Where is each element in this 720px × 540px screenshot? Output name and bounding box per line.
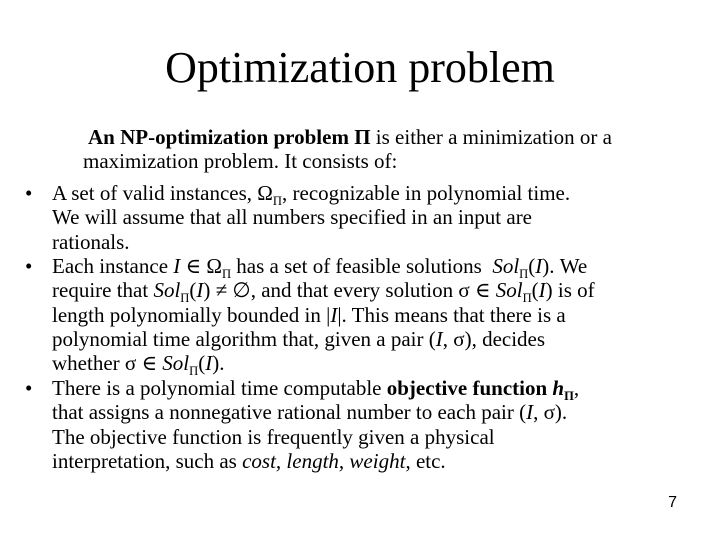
- bullet-line: There is a polynomial time computable objective function $h_\Pi$,: [52, 376, 580, 404]
- bullet-line: whether σ ∈ Sol$_\Pi$(I).: [52, 351, 225, 379]
- bullet-line: that assigns a nonnegative rational number to each pair (I, σ).: [52, 400, 568, 425]
- objective-function-term: objective function $h_\Pi$: [386, 376, 574, 404]
- bullet-dot: •: [25, 254, 33, 278]
- page-number: 7: [668, 494, 677, 511]
- bullet-line: polynomial time algorithm that, given a pair (I, σ), decides: [52, 326, 546, 351]
- bullet-line: We will assume that all numbers specified in an input are: [52, 205, 533, 230]
- bullet-line: interpretation, such as cost, length, weight, etc.: [52, 448, 446, 473]
- bullet-dot: •: [25, 181, 33, 205]
- bullet-line: A set of valid instances, $\Omega_\Pi$, recognizable in polynomial time.: [52, 181, 571, 209]
- bullet-content: [52, 376, 702, 473]
- bullet-line: Each instance I ∈ $\Omega_\Pi$ has a set of feasible solutions Sol$_\Pi$(I). We: [52, 254, 588, 282]
- bullet-dot: •: [25, 376, 33, 400]
- intro-bold-term: An NP-optimization problem Π: [88, 125, 371, 149]
- slide-title: Optimization problem: [165, 43, 555, 92]
- bullet-content: [52, 254, 702, 379]
- bullet-line: rationals.: [52, 229, 130, 254]
- intro-line: An NP-optimization problem Π is either a minimization or a: [88, 125, 612, 149]
- intro-line: maximization problem. It consists of:: [83, 149, 398, 174]
- bullet-line: require that Sol$_\Pi$(I) ≠ ∅, and that every solution σ ∈ Sol$_\Pi$(I) is of: [52, 278, 595, 306]
- bullet-line: The objective function is frequently given a physical: [52, 424, 495, 449]
- bullet-line: length polynomially bounded in |I|. This means that there is a: [52, 302, 566, 327]
- bullet-content: [52, 181, 702, 254]
- intro-paragraph: [83, 125, 703, 174]
